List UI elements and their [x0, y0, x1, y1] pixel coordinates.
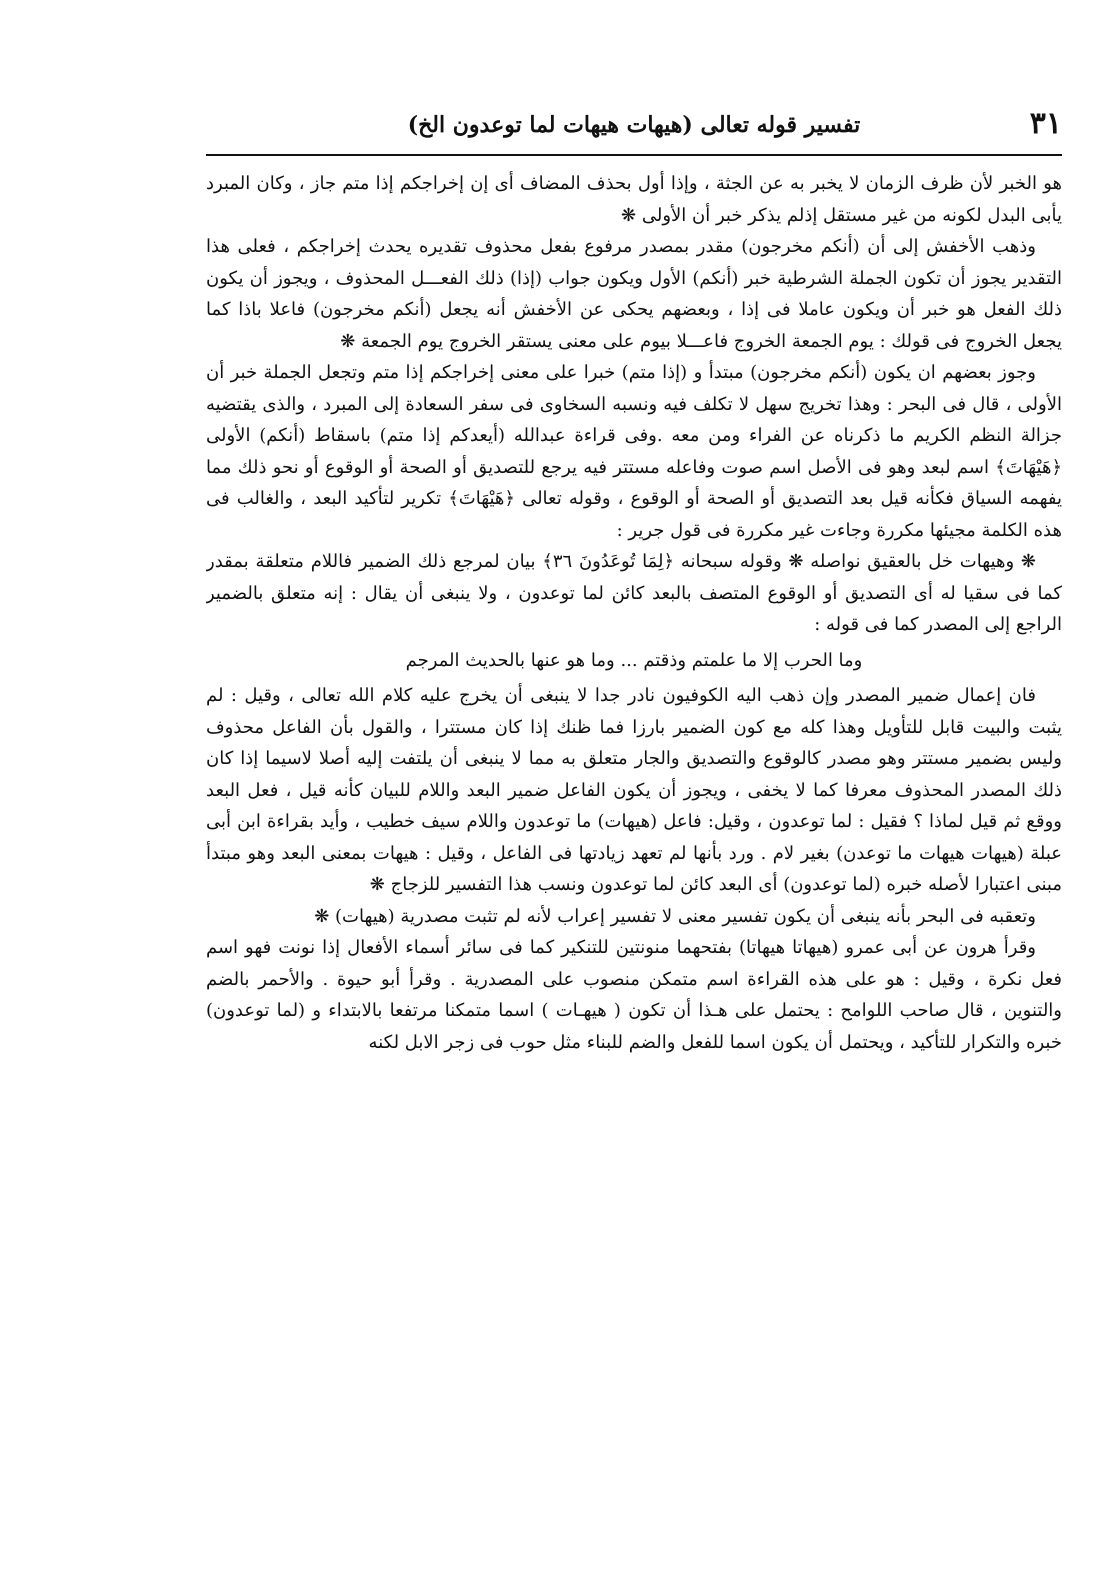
header-rule	[206, 154, 1062, 156]
page-header	[206, 104, 1062, 150]
page-number: ٣١	[1029, 106, 1062, 141]
page-body	[206, 168, 1062, 1538]
paragraph: وذهب الأخفش إلى أن (أنكم مخرجون) مقدر بمصدر مرفوع بفعل محذوف تقديره يحدث إخراجكم ، فعلى هذا التقدير يجوز أن تكون الجملة الشرطية خبر (أنكم) الأول ويكون جواب (إذا) ذلك الفعـــل المحذوف ، ويجوز أن يكون ذلك الفعل هو خبر أن ويكون عاملا فى إذا ، وبعضهم يحكى عن الأخفش أنه يجعل (أنكم مخرجون) فاعلا باذا كما يجعل الخروج فى قولك : يوم الجمعة الخروج فاعـــلا بيوم على معنى يستقر الخروج يوم الجمعة ❋	[206, 236, 1062, 352]
paragraph: وتعقبه فى البحر بأنه ينبغى أن يكون تفسير معنى لا تفسير إعراب لأنه لم تثبت مصدرية (هيهات) ❋	[314, 905, 1036, 927]
running-title: تفسير قوله تعالى (هيهات هيهات لما توعدون الخ)	[407, 112, 861, 138]
paragraph: ❋ وهيهات خل بالعقيق نواصله ❋ وقوله سبحانه ﴿لِمَا تُوعَدُونَ ٣٦﴾ بيان لمرجع ذلك الضمير فاللام متعلقة بمقدر كما فى سقيا له أى التصديق أو الوقوع المتصف بالبعد كائن لما توعدون ، ولا ينبغى أن يقال : إنه متعلق بالضمير الراجع إلى المصدر كما فى قوله :	[206, 551, 1062, 635]
paragraph: وقرأ هرون عن أبى عمرو (هيهاتا هيهاتا) بفتحهما منونتين للتنكير كما فى سائر أسماء الأفعال إذا نونت فهو اسم فعل نكرة ، وقيل : هو على هذه القراءة اسم متمكن منصوب على المصدرية . وقرأ أبو حيوة . والأحمر بالضم والتنوين ، قال صاحب اللوامح : يحتمل على هـذا أن تكون ( هيهـات ) اسما متمكنا مرتفعا بالابتداء و (لما توعدون) خبره والتكرار للتأكيد ، ويحتمل أن يكون اسما للفعل والضم للبناء مثل حوب فى زجر الابل لكنه	[206, 937, 1062, 1053]
paragraph: وجوز بعضهم ان يكون (أنكم مخرجون) مبتدأ و (إذا متم) خبرا على معنى إخراجكم إذا متم وتجعل الجملة خبر أن الأولى ، قال فى البحر : وهذا تخريج سهل لا تكلف فيه ونسبه السخاوى فى سفر السعادة إلى المبرد ، والذى يقتضيه جزالة النظم الكريم ما ذكرناه عن الفراء ومن معه .وفى قراءة عبدالله (أيعدكم إذا متم) باسقاط (أنكم) الأولى ﴿هَيْهَاتَ﴾ اسم لبعد وهو فى الأصل اسم صوت وفاعله مستتر فيه يرجع للتصديق أو الصحة أو الوقوع أو نحو ذلك مما يفهمه السياق فكأنه قيل بعد التصديق أو الصحة أو الوقوع ، وقوله تعالى ﴿هَيْهَاتَ﴾ تكرير لتأكيد البعد ، والغالب فى هذه الكلمة مجيئها مكررة وجاءت غير مكررة فى قول جرير :	[206, 362, 1062, 541]
paragraph: فان إعمال ضمير المصدر وإن ذهب اليه الكوفيون نادر جدا لا ينبغى أن يخرج عليه كلام الله تعالى ، وقيل : لم يثبت والبيت قابل للتأويل وهذا كله مع كون الضمير بارزا فما ظنك إذا كان مستترا ، والقول بأن الفاعل محذوف وليس بضمير مستتر وهو مصدر كالوقوع والتصديق والجار متعلق به مما لا ينبغى أن يلتفت إليه أصلا لاسيما إذا كان ذلك المصدر المحذوف معرفا كما لا يخفى ، ويجوز أن يكون الفاعل ضمير البعد واللام للبيان كأنه قيل ، فعل البعد ووقع ثم قيل لماذا ؟ فقيل : لما توعدون ، وقيل: فاعل (هيهات) ما توعدون واللام سيف خطيب ، وأيد بقراءة ابن أبى عبلة (هيهات هيهات ما توعدن) بغير لام . ورد بأنها لم تعهد زيادتها فى الفاعل ، وقيل : هيهات بمعنى البعد وهو مبتدأ مبنى اعتبارا لأصله خبره (لما توعدون) أى البعد كائن لما توعدون ونسب هذا التفسير للزجاج ❋	[206, 685, 1062, 895]
paragraph: هو الخبر لأن ظرف الزمان لا يخبر به عن الجثة ، وإذا أول بحذف المضاف أى إن إخراجكم إذا متم جاز ، وكان المبرد يأبى البدل لكونه من غير مستقل إذلم يذكر خبر أن الأولى ❋	[206, 173, 1062, 226]
poetry-verse: وما الحرب إلا ما علمتم وذقتم ... وما هو عنها بالحديث المرجم	[405, 649, 863, 671]
